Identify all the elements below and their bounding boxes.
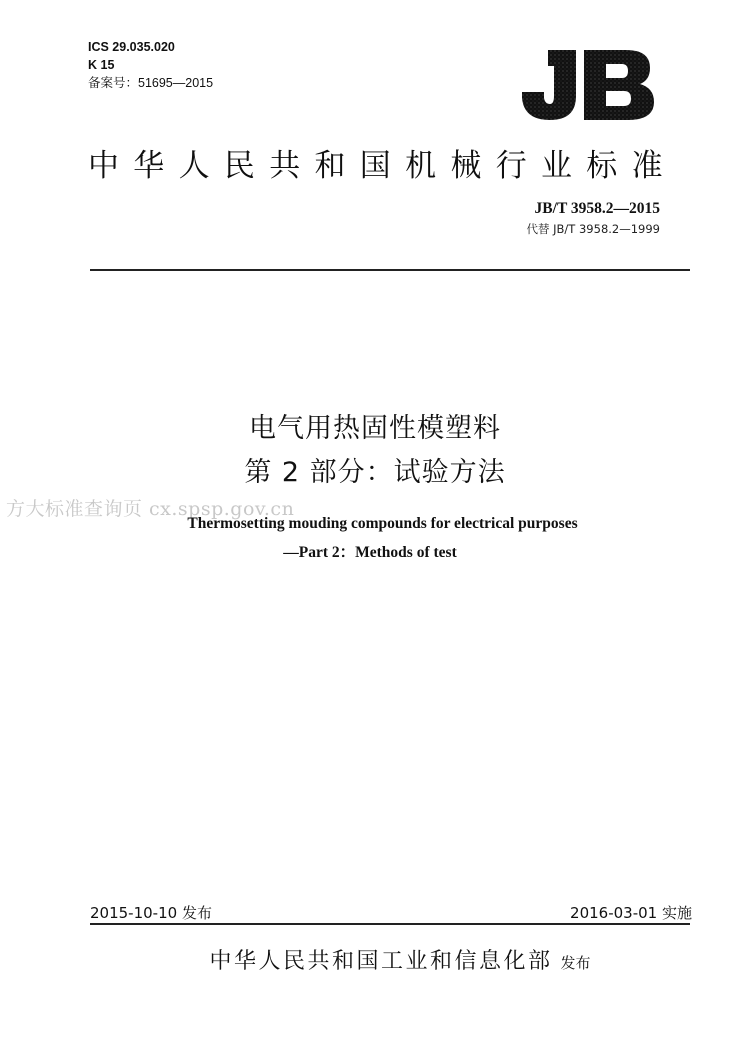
jb-logo xyxy=(518,46,658,124)
publisher-suffix: 发布 xyxy=(560,954,591,972)
record-number: 备案号：51695—2015 xyxy=(88,76,214,90)
industry-standard-title: 中华人民共和国机械行业标准 xyxy=(88,148,677,184)
bottom-divider xyxy=(90,923,690,925)
chinese-title-line-1: 电气用热固性模塑料 xyxy=(249,413,501,444)
chinese-title-line-2: 第 2 部分：试验方法 xyxy=(244,457,506,488)
publisher-name: 中华人民共和国工业和信息化部 xyxy=(209,949,553,974)
publisher-line xyxy=(0,944,750,975)
issue-date: 2015-10-10 发布 xyxy=(90,904,212,922)
standard-number: JB/T 3958.2—2015 xyxy=(534,200,660,217)
jb-logo-graphic xyxy=(518,46,658,124)
implementation-date: 2016-03-01 实施 xyxy=(570,904,692,922)
ics-code: ICS 29.035.020 xyxy=(88,40,175,54)
watermark-text: 方大标准查询页 cx.spsp.gov.cn xyxy=(6,498,295,520)
replaced-standard: 代替 JB/T 3958.2—1999 xyxy=(526,222,660,236)
english-title-line-2: —Part 2：Methods of test xyxy=(283,544,457,561)
english-title-line-1: Thermosetting mouding compounds for electrical purposes xyxy=(187,515,578,532)
ccs-code: K 15 xyxy=(88,58,115,72)
classification-codes xyxy=(88,38,213,92)
top-divider xyxy=(90,269,690,271)
